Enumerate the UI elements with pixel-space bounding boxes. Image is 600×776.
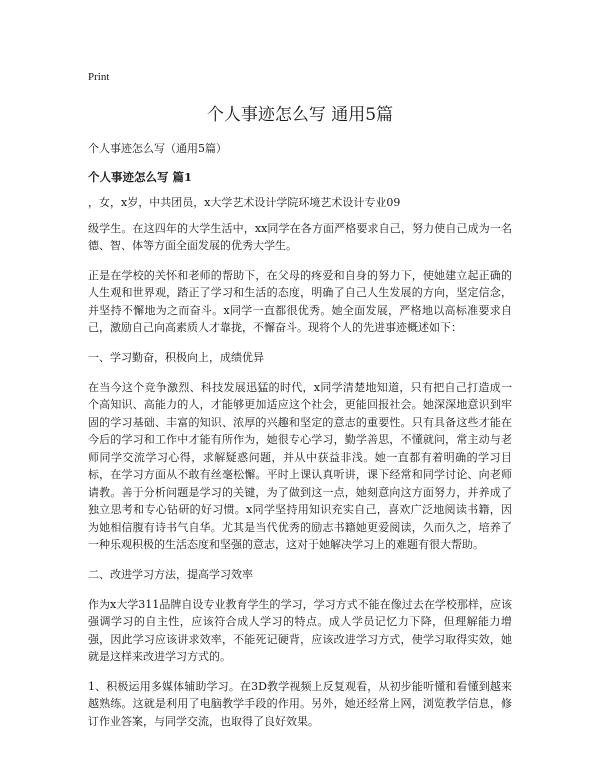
page-title: 个人事迹怎么写 通用5篇 [206, 105, 394, 125]
paragraph-multimedia: 1、积极运用多媒体辅助学习。在3D教学视频上反复观看，从初步能听懂和看懂到越来越熟练。这就是利用了电脑教学手段的作用。另外，她还经常上网，浏览教学信息，修订作业答案，与同学交流，也取得了良好效果。 [88, 679, 512, 728]
print-label: Print [88, 71, 110, 83]
section-heading-method: 二、改进学习方法，提高学习效率 [88, 567, 253, 581]
paragraph-study: 在当今这个竞争激烈、科技发展迅猛的时代，x同学清楚地知道，只有把自己打造成一个高知识、高能力的人，才能够更加适应这个社会，更能回报社会。她深深地意识到牢固的学习基础、丰富的知识、浓厚的兴趣和坚定的意志的重要性。只有具备这些才能在今后的学习和工作中才能有所作为，她很专心学习，勤学善思，不懂就问，常主动与老师同学交流学习心得，求解疑惑问题，并从中获益非浅。她一直都有着明确的学习目标，在学习方面从不敢有丝毫松懈。平时上课认真听讲，课下经常和同学讨论、向老师请教。善于分析问题是学习的关键，为了做到这一点，她刻意向这方面努力，并养成了独立思考和专心钻研的好习惯。x同学坚持用知识充实自己，喜欢广泛地阅读书籍，因为她相信腹有诗书气自华。尤其是当代优秀的励志书籍她更爱阅读，久而久之，培养了一种乐观积极的生活态度和坚强的意志，这对于她解决学习上的难题有很大帮助。 [88, 380, 512, 551]
section-heading-study: 一、学习勤奋，积极向上，成绩优异 [88, 350, 264, 364]
paragraph-growth: 正是在学校的关怀和老师的帮助下，在父母的疼爱和自身的努力下，使她建立起正确的人生观和世界观，踏正了学习和生活的态度，明确了自己人生发展的方向，坚定信念，并坚持不懈地为之而奋斗。x同学一直都很优秀。她全面发展，严格地以高标准要求自己，激励自己向高素质人才靠拢，不懈奋斗。现将个人的先进事迹概述如下： [88, 268, 512, 334]
paragraph-grade: 级学生。在这四年的大学生活中，xx同学在各方面严格要求自己，努力使自己成为一名德、智、体等方面全面发展的优秀大学生。 [88, 221, 512, 252]
document-subtitle: 个人事迹怎么写（通用5篇） [88, 142, 227, 155]
article-heading: 个人事迹怎么写 篇1 [88, 170, 193, 184]
paragraph-method: 作为x大学311品牌自设专业教育学生的学习，学习方式不能在像过去在学校那样，应该强调学习的自主性，应该符合成人学习的特点。成人学员记忆力下降，但理解能力增强，因此学习应该讲求效率，不能死记硬背，应该改进学习方式，使学习取得实效，她就是这样来改进学习方式的。 [88, 597, 512, 663]
intro-line: ，女，x岁，中共团员，x大学艺术设计学院环境艺术设计专业09 [88, 196, 401, 209]
